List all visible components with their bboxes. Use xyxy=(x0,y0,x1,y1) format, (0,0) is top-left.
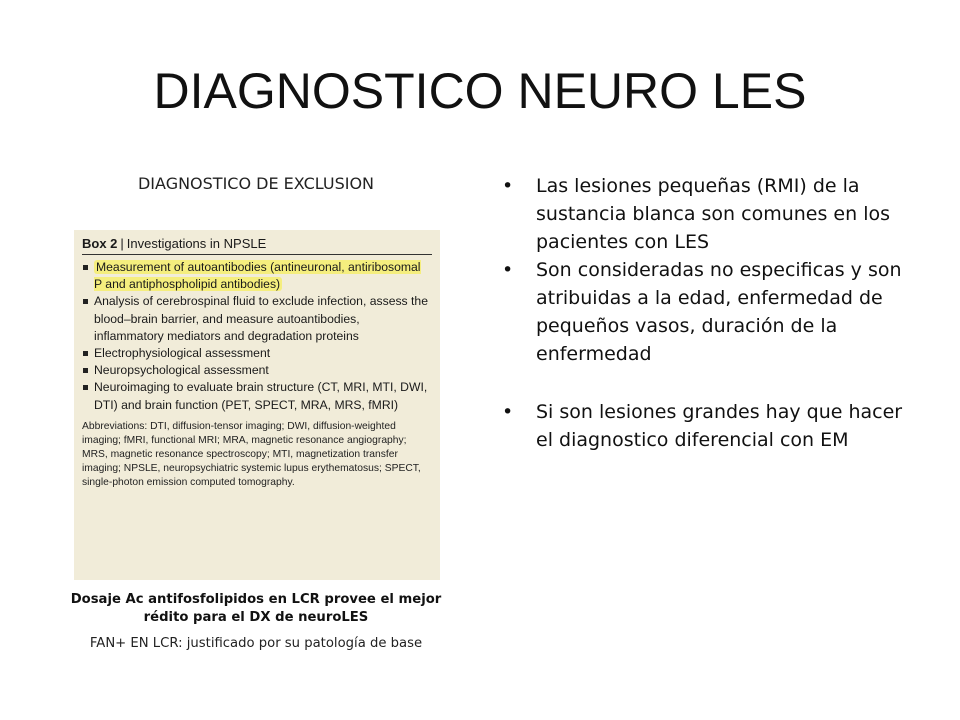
box-item: Analysis of cerebrospinal fluid to exclude infection, assess the blood–brain barrier, and measure autoantibodies, inflammatory mediators and degradation proteins xyxy=(82,293,432,345)
box-label: Box 2 xyxy=(82,236,118,251)
box-item: Neuropsychological assessment xyxy=(82,362,432,379)
box-item xyxy=(82,259,432,293)
bullet-item: • Si son lesiones grandes hay que hacer el diagnostico diferencial con EM xyxy=(500,398,910,454)
bullet-item: • Las lesiones pequeñas (RMI) de la sustancia blanca son comunes en los pacientes con LES xyxy=(500,172,910,256)
box-abbreviations: Abbreviations: DTI, diffusion-tensor imaging; DWI, diffusion-weighted imaging; fMRI, functional MRI; MRA, magnetic resonance angiography; MRS, magnetic resonance spectroscopy; MTI, magnetization transfer imaging; NPSLE, neuropsychiatric systemic lupus erythematosus; SPECT, single-photon emission computed tomography. xyxy=(82,420,421,488)
box-heading-text: Investigations in NPSLE xyxy=(126,236,267,251)
caption-bold: Dosaje Ac antifosfolipidos en LCR provee el mejor rédito para el DX de neuroLES xyxy=(70,592,442,625)
box-item: Electrophysiological assessment xyxy=(82,345,432,362)
slide-title: DIAGNOSTICO NEURO LES xyxy=(153,63,807,119)
box-item: Neuroimaging to evaluate brain structure (CT, MRI, MTI, DWI, DTI) and brain function (PET, SPECT, MRA, MRS, fMRI) xyxy=(82,379,432,413)
left-subtitle: DIAGNOSTICO DE EXCLUSION xyxy=(137,174,375,193)
box-heading: Box 2 | Investigations in NPSLE xyxy=(82,236,432,255)
box-list xyxy=(82,259,432,414)
bullet-item: • Son consideradas no especificas y son atribuidas a la edad, enfermedad de pequeños vasos, duración de la enfermedad xyxy=(500,256,910,368)
bullet-list xyxy=(500,172,910,454)
caption-normal: FAN+ EN LCR: justificado por su patología de base xyxy=(89,636,423,651)
investigations-box xyxy=(74,230,440,580)
highlighted-text: Measurement of autoantibodies (antineuronal, antiribosomal P and antiphospholipid antibodies) xyxy=(94,260,421,292)
